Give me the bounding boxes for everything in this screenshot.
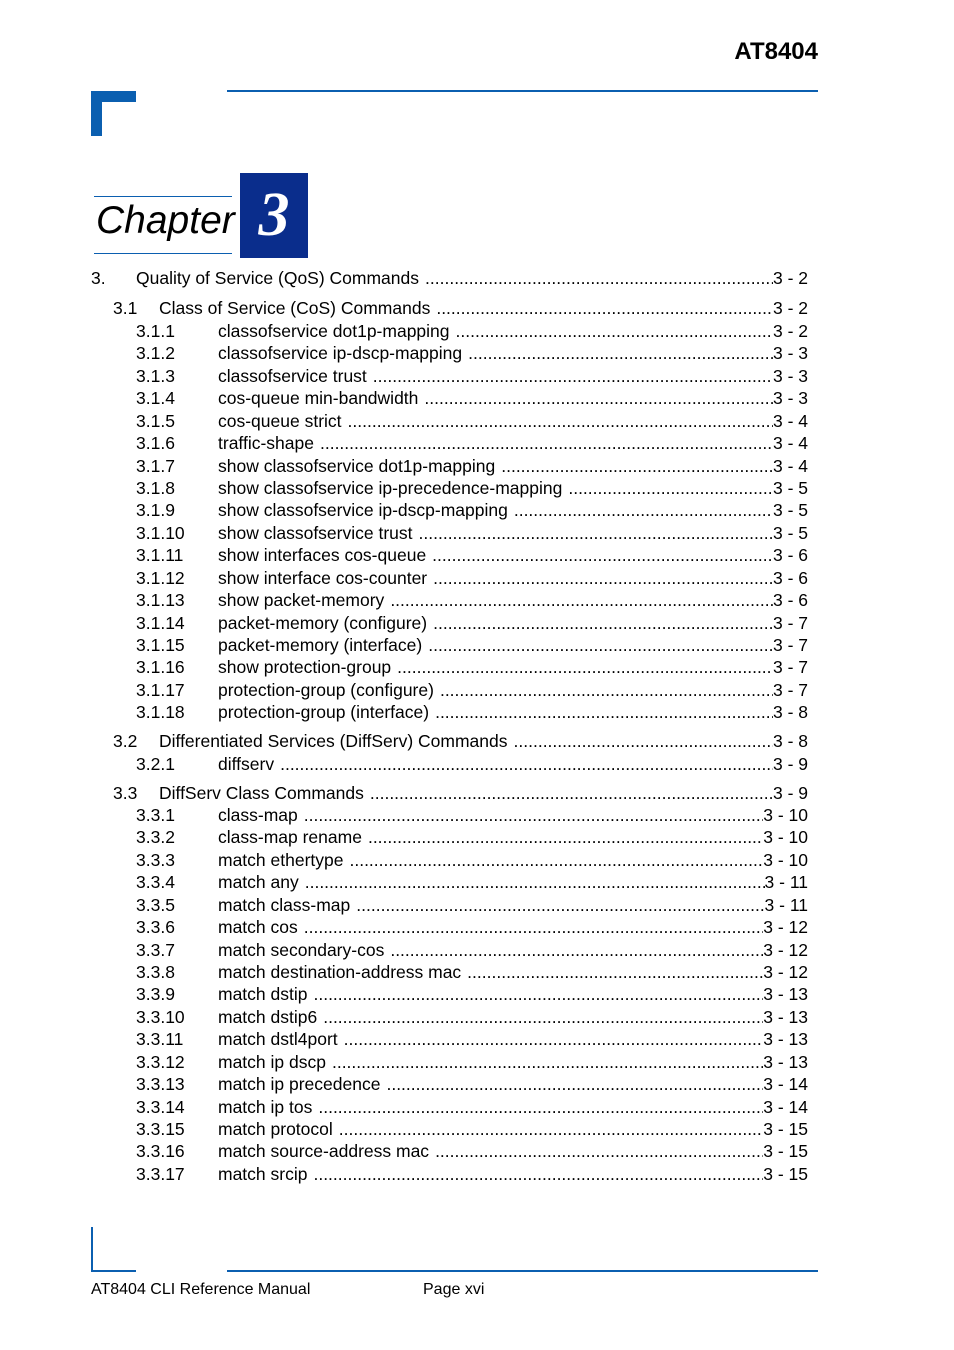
toc-entry-leader [428, 634, 773, 656]
toc-entry-page: 3 - 15 [763, 1141, 808, 1161]
toc-entry-leader [419, 522, 773, 544]
toc-entry-title: cos-queue strict [218, 411, 342, 431]
toc-entry-title: protection-group (interface) [218, 702, 430, 722]
toc-entry-leader [339, 1118, 763, 1140]
toc-entry-page: 3 - 12 [763, 940, 808, 960]
toc-entry-page: 3 - 13 [763, 984, 808, 1004]
toc-entry-page: 3 - 13 [763, 1052, 808, 1072]
toc-entry-title: match destination-address mac [218, 962, 462, 982]
toc-entry-number: 3. [91, 268, 106, 288]
toc-entry-title: class-map rename [218, 827, 362, 847]
toc-entry-leader [390, 939, 763, 961]
toc-entry-page: 3 - 7 [772, 680, 808, 700]
toc-entry-title: match cos [218, 917, 298, 937]
toc-entry-number: 3.1.6 [136, 433, 175, 453]
toc-entry-page: 3 - 2 [772, 321, 808, 341]
toc-entry[interactable] [136, 826, 808, 848]
toc-entry-leader [468, 342, 773, 364]
toc-entry-leader [313, 983, 763, 1005]
toc-entry-number: 3.1.1 [136, 321, 175, 341]
toc-entry-page: 3 - 6 [772, 545, 808, 565]
toc-entry-number: 3.3.14 [136, 1097, 185, 1117]
toc-entry-number: 3.3.1 [136, 805, 175, 825]
toc-entry-title: classofservice trust [218, 366, 367, 386]
toc-entry-title: class-map [218, 805, 298, 825]
toc-entry-leader [344, 1028, 764, 1050]
toc-entry-leader [320, 432, 773, 454]
toc-entry-number: 3.1.11 [136, 545, 184, 565]
toc-entry[interactable] [136, 679, 808, 701]
toc-entry-title: show classofservice ip-precedence-mapping [218, 478, 563, 498]
toc-entry-leader [433, 567, 773, 589]
toc-entry-page: 3 - 13 [763, 1029, 808, 1049]
toc-entry-title: match ip dscp [218, 1052, 326, 1072]
toc-entry[interactable] [136, 849, 808, 871]
toc-entry[interactable] [136, 1163, 808, 1185]
toc-entry[interactable] [136, 1096, 808, 1118]
toc-entry-title: match ethertype [218, 850, 344, 870]
toc-entry-leader [514, 730, 773, 752]
toc-entry-page: 3 - 11 [764, 895, 808, 915]
toc-entry[interactable] [136, 365, 808, 387]
toc-entry-page: 3 - 9 [772, 754, 808, 774]
toc-entry[interactable] [136, 1118, 808, 1140]
toc-entry-number: 3.1.17 [136, 680, 185, 700]
toc-entry-title: match dstl4port [218, 1029, 338, 1049]
toc-entry-page: 3 - 14 [763, 1074, 808, 1094]
toc-entry-leader [304, 916, 764, 938]
toc-entry-page: 3 - 8 [772, 702, 808, 722]
toc-entry-number: 3.3.15 [136, 1119, 185, 1139]
toc-entry-title: match ip precedence [218, 1074, 381, 1094]
toc-entry-page: 3 - 10 [763, 805, 808, 825]
toc-entry-number: 3.1.3 [136, 366, 175, 386]
toc-entry-leader [356, 894, 764, 916]
toc-entry[interactable] [136, 916, 808, 938]
toc-entry-page: 3 - 5 [772, 478, 808, 498]
toc-entry-title: match secondary-cos [218, 940, 385, 960]
toc-entry-title: match class-map [218, 895, 351, 915]
toc-entry-number: 3.1.13 [136, 590, 185, 610]
toc-entry-page: 3 - 4 [772, 433, 808, 453]
toc-entry-page: 3 - 10 [763, 850, 808, 870]
toc-entry[interactable] [136, 544, 808, 566]
toc-entry[interactable] [136, 1028, 808, 1050]
toc-entry-number: 3.3.5 [136, 895, 175, 915]
toc-entry-number: 3.3.9 [136, 984, 175, 1004]
toc-entry-title: protection-group (configure) [218, 680, 434, 700]
toc-entry-page: 3 - 14 [763, 1097, 808, 1117]
toc-entry-number: 3.2 [113, 731, 138, 751]
toc-entry-leader [368, 826, 763, 848]
toc-entry-leader [349, 849, 763, 871]
toc-entry-title: show interfaces cos-queue [218, 545, 427, 565]
toc-entry-number: 3.1.4 [136, 388, 175, 408]
toc-entry-page: 3 - 12 [763, 917, 808, 937]
toc-entry-title: match protocol [218, 1119, 333, 1139]
toc-entry-leader [432, 544, 773, 566]
toc-entry[interactable] [136, 320, 808, 342]
toc-entry-number: 3.3.8 [136, 962, 175, 982]
toc-entry[interactable] [136, 939, 808, 961]
toc-entry[interactable] [113, 730, 808, 752]
toc-entry-title: classofservice dot1p-mapping [218, 321, 450, 341]
toc-entry-leader [390, 589, 773, 611]
toc-entry-title: show protection-group [218, 657, 392, 677]
toc-entry-number: 3.1 [113, 298, 138, 318]
toc-entry-number: 3.3.6 [136, 917, 175, 937]
toc-entry-title: diffserv [218, 754, 275, 774]
toc-entry[interactable] [136, 567, 808, 589]
toc-entry-number: 3.1.10 [136, 523, 185, 543]
toc-entry-number: 3.3.13 [136, 1074, 185, 1094]
toc-entry[interactable] [91, 267, 808, 289]
toc-entry-leader [313, 1163, 763, 1185]
toc-entry-leader [440, 679, 773, 701]
toc-entry[interactable] [136, 387, 808, 409]
toc-entry-title: show classofservice ip-dscp-mapping [218, 500, 508, 520]
toc-entry-title: show classofservice trust [218, 523, 413, 543]
toc-entry-page: 3 - 11 [764, 872, 808, 892]
toc-entry-page: 3 - 9 [772, 783, 808, 803]
toc-entry-number: 3.3.7 [136, 940, 175, 960]
toc-entry-number: 3.3.12 [136, 1052, 185, 1072]
toc-entry-number: 3.3.16 [136, 1141, 185, 1161]
toc-entry-page: 3 - 6 [772, 590, 808, 610]
toc-entry-page: 3 - 12 [763, 962, 808, 982]
toc-entry[interactable] [136, 1073, 808, 1095]
toc-entry[interactable] [136, 342, 808, 364]
toc-entry-title: cos-queue min-bandwidth [218, 388, 419, 408]
toc-entry-leader [318, 1096, 763, 1118]
toc-entry-number: 3.3.11 [136, 1029, 184, 1049]
toc-entry[interactable] [136, 410, 808, 432]
toc-entry-title: show classofservice dot1p-mapping [218, 456, 496, 476]
toc-entry[interactable] [136, 634, 808, 656]
toc-entry-page: 3 - 10 [763, 827, 808, 847]
toc-entry-leader [514, 499, 773, 521]
toc-entry[interactable] [136, 983, 808, 1005]
toc-entry-number: 3.3.17 [136, 1164, 185, 1184]
toc-entry-number: 3.1.9 [136, 500, 175, 520]
toc-entry-leader [501, 455, 773, 477]
toc-entry-page: 3 - 5 [772, 523, 808, 543]
toc-entry-title: Quality of Service (QoS) Commands [136, 268, 420, 288]
chapter-word: Chapter [96, 199, 235, 242]
toc-entry[interactable] [136, 477, 808, 499]
toc-entry-title: packet-memory (interface) [218, 635, 423, 655]
toc-entry-leader [425, 267, 773, 289]
toc-entry-title: traffic-shape [218, 433, 314, 453]
toc-entry[interactable] [136, 1051, 808, 1073]
footer-page-number: Page xvi [423, 1281, 485, 1298]
toc-entry-title: match dstip [218, 984, 308, 1004]
toc-entry-leader [332, 1051, 763, 1073]
toc-entry-leader [386, 1073, 763, 1095]
toc-entry-title: show interface cos-counter [218, 568, 428, 588]
toc-entry-title: match dstip6 [218, 1007, 318, 1027]
toc-entry-number: 3.1.15 [136, 635, 185, 655]
toc-entry[interactable] [136, 753, 808, 775]
toc-entry-page: 3 - 5 [772, 500, 808, 520]
toc-entry-leader [373, 365, 773, 387]
toc-entry-title: classofservice ip-dscp-mapping [218, 343, 463, 363]
toc-entry-page: 3 - 6 [772, 568, 808, 588]
toc-entry-title: match srcip [218, 1164, 308, 1184]
toc-entry-page: 3 - 2 [772, 268, 808, 288]
toc-entry-title: match ip tos [218, 1097, 313, 1117]
toc-entry-leader [433, 612, 773, 634]
toc-entry-number: 3.3 [113, 783, 138, 803]
toc-entry-title: packet-memory (configure) [218, 613, 428, 633]
toc-entry-number: 3.3.2 [136, 827, 175, 847]
toc-entry-page: 3 - 15 [763, 1164, 808, 1184]
toc-entry[interactable] [136, 499, 808, 521]
toc-entry[interactable] [136, 612, 808, 634]
toc-entry[interactable] [136, 589, 808, 611]
toc-entry[interactable] [136, 961, 808, 983]
toc-entry-leader [424, 387, 773, 409]
toc-entry-title: match source-address mac [218, 1141, 430, 1161]
product-name: AT8404 [734, 38, 818, 65]
toc-entry-number: 3.1.14 [136, 613, 185, 633]
toc-entry[interactable] [136, 656, 808, 678]
toc-entry-number: 3.3.10 [136, 1007, 185, 1027]
toc-entry-page: 3 - 7 [772, 657, 808, 677]
toc-entry-page: 3 - 8 [772, 731, 808, 751]
toc-entry-number: 3.1.18 [136, 702, 185, 722]
toc-entry-number: 3.1.2 [136, 343, 175, 363]
toc-entry-number: 3.1.8 [136, 478, 175, 498]
footer-corner-horizontal [91, 1270, 136, 1272]
toc-entry-leader [348, 410, 773, 432]
toc-entry[interactable] [136, 455, 808, 477]
toc-entry-page: 3 - 15 [763, 1119, 808, 1139]
toc-entry-leader [456, 320, 773, 342]
toc-entry-number: 3.1.7 [136, 456, 175, 476]
toc-entry[interactable] [113, 782, 808, 804]
toc-entry-leader [436, 297, 773, 319]
toc-entry[interactable] [136, 432, 808, 454]
toc-entry-title: Differentiated Services (DiffServ) Commands [159, 731, 508, 751]
toc-entry[interactable] [136, 804, 808, 826]
toc-entry-leader [467, 961, 763, 983]
toc-entry-leader [370, 782, 773, 804]
footer-rule [227, 1270, 818, 1272]
toc-entry-number: 3.2.1 [136, 754, 175, 774]
toc-entry-leader [435, 1140, 763, 1162]
toc-entry[interactable] [136, 1140, 808, 1162]
toc-entry-title: match any [218, 872, 299, 892]
toc-entry[interactable] [136, 1006, 808, 1028]
toc-entry-number: 3.3.4 [136, 872, 175, 892]
toc-entry-number: 3.1.5 [136, 411, 175, 431]
toc-entry-page: 3 - 3 [772, 388, 808, 408]
toc-entry[interactable] [113, 297, 808, 319]
toc-entry[interactable] [136, 701, 808, 723]
toc-entry-leader [304, 804, 764, 826]
toc-entry-page: 3 - 2 [772, 298, 808, 318]
toc-entry-page: 3 - 3 [772, 343, 808, 363]
toc-entry-page: 3 - 7 [772, 635, 808, 655]
toc-entry-title: DiffServ Class Commands [159, 783, 364, 803]
toc-entry-title: show packet-memory [218, 590, 385, 610]
toc-entry-page: 3 - 7 [772, 613, 808, 633]
toc-entry-title: Class of Service (CoS) Commands [159, 298, 431, 318]
toc-entry-leader [435, 701, 773, 723]
toc-entry-leader [305, 871, 765, 893]
footer-corner-vertical [91, 1227, 93, 1272]
toc-entry-leader [323, 1006, 763, 1028]
toc-entry[interactable] [136, 894, 808, 916]
toc-entry[interactable] [136, 871, 808, 893]
toc-entry-number: 3.1.12 [136, 568, 185, 588]
toc-entry[interactable] [136, 522, 808, 544]
toc-entry-page: 3 - 4 [772, 456, 808, 476]
toc-entry-page: 3 - 4 [772, 411, 808, 431]
footer-manual-title: AT8404 CLI Reference Manual [91, 1281, 311, 1298]
chapter-number-box: 3 [240, 173, 308, 258]
toc-entry-leader [397, 656, 773, 678]
toc-entry-number: 3.1.16 [136, 657, 185, 677]
toc-entry-leader [568, 477, 773, 499]
toc-entry-page: 3 - 3 [772, 366, 808, 386]
toc-entry-page: 3 - 13 [763, 1007, 808, 1027]
toc-entry-leader [280, 753, 773, 775]
toc-entry-number: 3.3.3 [136, 850, 175, 870]
